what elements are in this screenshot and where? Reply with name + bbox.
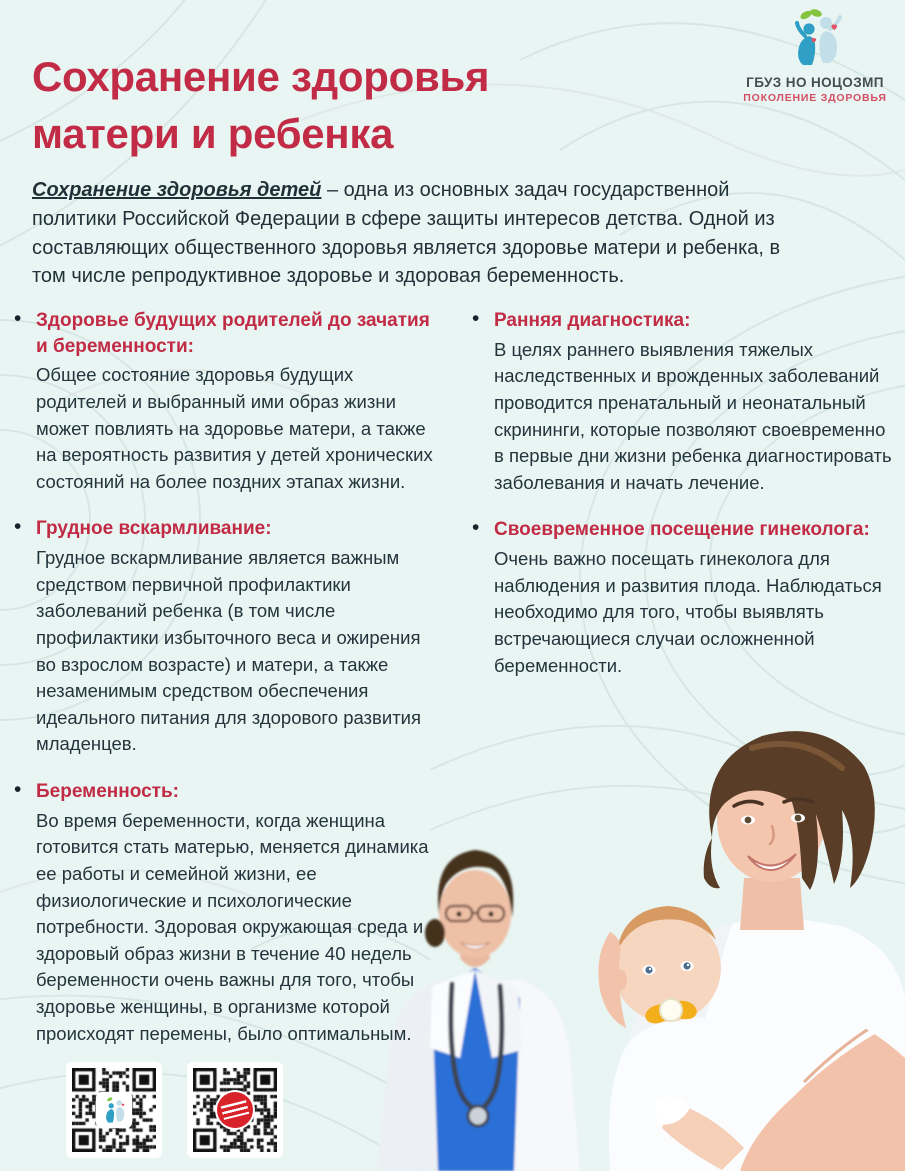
section-pregnancy bbox=[14, 779, 444, 1047]
qr-codes bbox=[66, 1062, 283, 1158]
section-breastfeeding bbox=[14, 516, 444, 758]
bullet-dot: • bbox=[14, 515, 22, 539]
page-title bbox=[32, 48, 489, 162]
bullet-dot: • bbox=[472, 516, 480, 540]
section-body: В целях раннего выявления тяжелых наследственных и врожденных заболеваний проводится пренатальный и неонатальный скрининги, которые позволяют своевременно в первые дни жизни ребенка диагностировать заболевания и начать лечение. bbox=[494, 338, 892, 493]
left-column bbox=[14, 308, 444, 1047]
red-badge-icon bbox=[213, 1088, 257, 1132]
section-title: Грудное вскармливание: bbox=[36, 518, 272, 540]
intro-body: – одна из основных задач государственной политики Российской Федерации в сфере защиты интересов детства. Одной из составляющих общественного здоровья является здоровье матери и ребенка, в том числе репродуктивное здоровье и здоровая беременность. bbox=[32, 179, 781, 288]
section-early-diagnostics bbox=[472, 308, 898, 496]
section-title: Ранняя диагностика: bbox=[494, 310, 691, 331]
qr-code-org bbox=[66, 1062, 162, 1158]
section-body: Грудное вскармливание является важным средством первичной профилактики заболеваний ребенка (в том числе профилактики избыточного веса и ожирения во взрослом возрасте) и матери, а также незаменимым средством обеспечения идеального питания для здорового развития младенцев. bbox=[36, 547, 422, 755]
bullet-dot: • bbox=[14, 307, 22, 330]
org-tagline: ПОКОЛЕНИЕ ЗДОРОВЬЯ bbox=[743, 92, 887, 104]
section-title: Беременность: bbox=[36, 781, 179, 803]
intro-paragraph bbox=[32, 176, 792, 291]
org-logo-icon bbox=[96, 1092, 132, 1128]
section-title: Своевременное посещение гинеколога: bbox=[494, 519, 870, 541]
org-name: ГБУЗ НО НОЦОЗМП bbox=[746, 75, 884, 90]
bullet-columns bbox=[14, 308, 902, 1047]
right-column bbox=[472, 308, 898, 1047]
section-body: Очень важно посещать гинеколога для наблюдения и развития плода. Наблюдаться необходимо для того, чтобы выявлять встречающиеся случаи осложненной беременности. bbox=[494, 548, 882, 676]
qr-code-badge bbox=[187, 1062, 283, 1158]
section-parents-health bbox=[14, 308, 444, 495]
bullet-dot: • bbox=[472, 307, 480, 330]
intro-lead-phrase: Сохранение здоровья детей bbox=[32, 179, 322, 201]
family-figures-icon bbox=[782, 8, 848, 68]
section-body: Во время беременности, когда женщина готовится стать матерью, меняется динамика ее работы и семейной жизни, ее физиологические и психологические потребности. Здоровая окружающая среда и здоровый образ жизни в течение 40 недель беременности очень важны для того, чтобы здоровье женщины, в организме которой происходят перемены, было оптимальным. bbox=[36, 809, 429, 1044]
section-gynecologist-visits bbox=[472, 517, 898, 679]
org-logo bbox=[735, 8, 895, 104]
section-title: Здоровье будущих родителей до зачатия и беременности: bbox=[36, 310, 430, 357]
title-line-1: Сохранение здоровья bbox=[32, 53, 490, 101]
title-line-2: матери и ребенка bbox=[32, 110, 394, 158]
section-body: Общее состояние здоровья будущих родителей и выбранный ими образ жизни может повлиять на здоровье матери, а также на вероятность развития у детей хронических состояний на более поздних этапах жизни. bbox=[36, 364, 433, 492]
bullet-dot: • bbox=[14, 778, 22, 802]
